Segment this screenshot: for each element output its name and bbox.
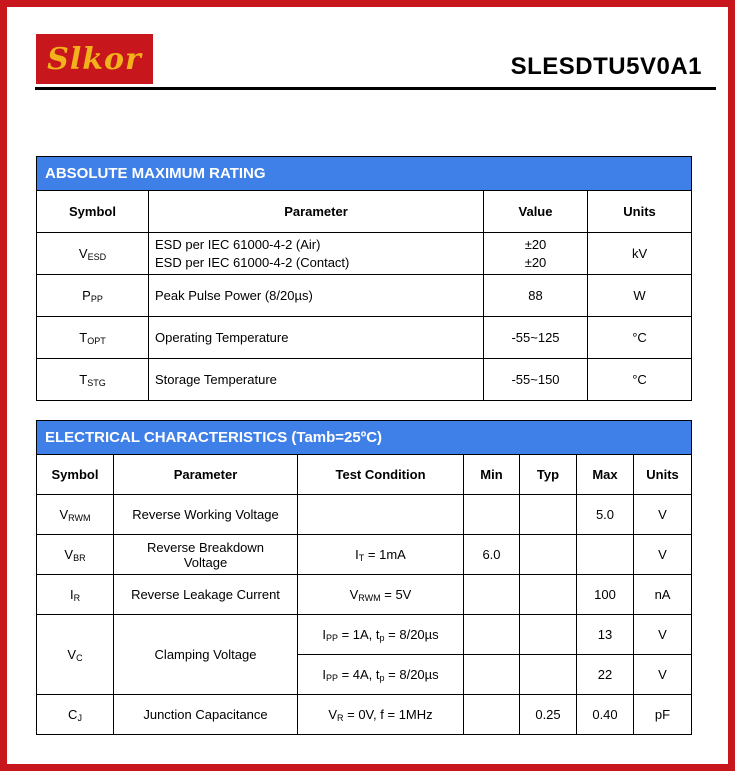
condition-cell bbox=[298, 575, 464, 615]
symbol-cell bbox=[37, 359, 149, 401]
min-cell bbox=[464, 695, 520, 735]
col-header: Test Condition bbox=[298, 455, 464, 495]
symbol-subscript: C bbox=[76, 652, 83, 663]
col-header: Symbol bbox=[37, 191, 149, 233]
parameter-cell: Operating Temperature bbox=[149, 317, 484, 359]
symbol-subscript: STG bbox=[87, 377, 106, 388]
symbol-cell bbox=[37, 233, 149, 275]
brand-logo bbox=[36, 34, 153, 84]
condition-subscript: p bbox=[379, 672, 385, 683]
condition-text: = 0V, f = 1MHz bbox=[343, 706, 433, 722]
condition-text: = 1mA bbox=[364, 546, 406, 562]
max-cell: 5.0 bbox=[577, 495, 634, 535]
min-cell bbox=[464, 495, 520, 535]
symbol: V bbox=[67, 646, 77, 662]
table-title: ELECTRICAL CHARACTERISTICS (Tamb=25ºC) bbox=[37, 421, 692, 455]
symbol-cell bbox=[37, 535, 114, 575]
col-header: Units bbox=[588, 191, 692, 233]
table-row bbox=[37, 275, 692, 317]
parameter-cell: Clamping Voltage bbox=[114, 615, 298, 695]
parameter-cell: Reverse Working Voltage bbox=[114, 495, 298, 535]
symbol-cell bbox=[37, 275, 149, 317]
col-header: Parameter bbox=[149, 191, 484, 233]
unit-cell: V bbox=[634, 495, 692, 535]
symbol-subscript: BR bbox=[73, 552, 86, 563]
condition-subscript: RWM bbox=[358, 592, 381, 603]
max-cell: 13 bbox=[577, 615, 634, 655]
col-header: Units bbox=[634, 455, 692, 495]
table-row bbox=[37, 317, 692, 359]
symbol-subscript: OPT bbox=[87, 335, 106, 346]
unit-cell: pF bbox=[634, 695, 692, 735]
symbol: P bbox=[82, 287, 91, 303]
symbol-subscript: PP bbox=[90, 293, 103, 304]
typ-cell bbox=[520, 615, 577, 655]
table-row bbox=[37, 359, 692, 401]
typ-cell: 0.25 bbox=[520, 695, 577, 735]
part-number: SLESDTU5V0A1 bbox=[510, 53, 702, 80]
unit-cell: nA bbox=[634, 575, 692, 615]
condition-text: V bbox=[328, 706, 338, 722]
symbol-cell bbox=[37, 317, 149, 359]
parameter-cell: Reverse Breakdown Voltage bbox=[114, 535, 298, 575]
table-row bbox=[37, 575, 692, 615]
condition-subscript: PP bbox=[325, 672, 338, 683]
parameter-cell: Reverse Leakage Current bbox=[114, 575, 298, 615]
condition-text: = 8/20µs bbox=[384, 626, 439, 642]
typ-cell bbox=[520, 575, 577, 615]
typ-cell bbox=[520, 535, 577, 575]
logo-text: Slkor bbox=[47, 41, 142, 77]
unit-cell: °C bbox=[588, 317, 692, 359]
max-cell: 0.40 bbox=[577, 695, 634, 735]
condition-subscript: T bbox=[358, 552, 365, 563]
condition-cell bbox=[298, 695, 464, 735]
header-rule bbox=[35, 87, 716, 90]
value-cell: -55~125 bbox=[484, 317, 588, 359]
electrical-characteristics-table bbox=[36, 420, 692, 735]
min-cell: 6.0 bbox=[464, 535, 520, 575]
value: ±20 bbox=[524, 237, 547, 252]
value: ±20 bbox=[524, 255, 547, 270]
min-cell bbox=[464, 615, 520, 655]
symbol-subscript: ESD bbox=[87, 251, 107, 262]
unit-cell: V bbox=[634, 655, 692, 695]
table-row bbox=[37, 695, 692, 735]
condition-text: = 5V bbox=[380, 586, 412, 602]
symbol-subscript: R bbox=[73, 592, 81, 603]
value-cell: 88 bbox=[484, 275, 588, 317]
condition-cell bbox=[298, 495, 464, 535]
symbol: V bbox=[64, 546, 74, 562]
min-cell bbox=[464, 575, 520, 615]
symbol: T bbox=[79, 371, 88, 387]
condition-text: = 8/20µs bbox=[384, 666, 439, 682]
symbol: I bbox=[69, 586, 74, 602]
symbol-cell bbox=[37, 695, 114, 735]
unit-cell: kV bbox=[588, 233, 692, 275]
parameter-cell: Peak Pulse Power (8/20µs) bbox=[149, 275, 484, 317]
value-cell bbox=[484, 233, 588, 275]
unit-cell: °C bbox=[588, 359, 692, 401]
parameter: ESD per IEC 61000-4-2 (Contact) bbox=[155, 255, 350, 270]
col-header: Value bbox=[484, 191, 588, 233]
table-row bbox=[37, 535, 692, 575]
table-row bbox=[37, 495, 692, 535]
symbol-cell bbox=[37, 615, 114, 695]
col-header: Symbol bbox=[37, 455, 114, 495]
table-row bbox=[37, 615, 692, 655]
max-cell: 100 bbox=[577, 575, 634, 615]
col-header: Typ bbox=[520, 455, 577, 495]
symbol: C bbox=[68, 706, 78, 722]
parameter-cell: Storage Temperature bbox=[149, 359, 484, 401]
unit-cell: V bbox=[634, 535, 692, 575]
condition-text: = 1A, t bbox=[337, 626, 380, 642]
condition-subscript: p bbox=[379, 632, 385, 643]
col-header: Min bbox=[464, 455, 520, 495]
condition-cell bbox=[298, 615, 464, 655]
min-cell bbox=[464, 655, 520, 695]
table-row bbox=[37, 233, 692, 275]
condition-subscript: R bbox=[337, 712, 344, 723]
symbol: V bbox=[59, 506, 69, 522]
condition-text: = 4A, t bbox=[337, 666, 380, 682]
symbol: V bbox=[78, 245, 88, 261]
symbol-cell bbox=[37, 575, 114, 615]
col-header: Max bbox=[577, 455, 634, 495]
unit-cell: W bbox=[588, 275, 692, 317]
parameter: ESD per IEC 61000-4-2 (Air) bbox=[155, 237, 321, 252]
col-header: Parameter bbox=[114, 455, 298, 495]
typ-cell bbox=[520, 495, 577, 535]
absolute-maximum-rating-table bbox=[36, 156, 692, 401]
condition-subscript: PP bbox=[325, 632, 338, 643]
condition-text: I bbox=[355, 546, 359, 562]
condition-text: I bbox=[322, 666, 326, 682]
condition-text: V bbox=[349, 586, 359, 602]
parameter-cell bbox=[149, 233, 484, 275]
symbol-subscript: RWM bbox=[68, 512, 91, 523]
max-cell bbox=[577, 535, 634, 575]
condition-text: I bbox=[322, 626, 326, 642]
symbol-subscript: J bbox=[77, 712, 82, 723]
symbol: T bbox=[79, 329, 88, 345]
typ-cell bbox=[520, 655, 577, 695]
condition-cell bbox=[298, 535, 464, 575]
value-cell: -55~150 bbox=[484, 359, 588, 401]
max-cell: 22 bbox=[577, 655, 634, 695]
symbol-cell bbox=[37, 495, 114, 535]
condition-cell bbox=[298, 655, 464, 695]
unit-cell: V bbox=[634, 615, 692, 655]
table-title: ABSOLUTE MAXIMUM RATING bbox=[37, 157, 692, 191]
parameter-cell: Junction Capacitance bbox=[114, 695, 298, 735]
